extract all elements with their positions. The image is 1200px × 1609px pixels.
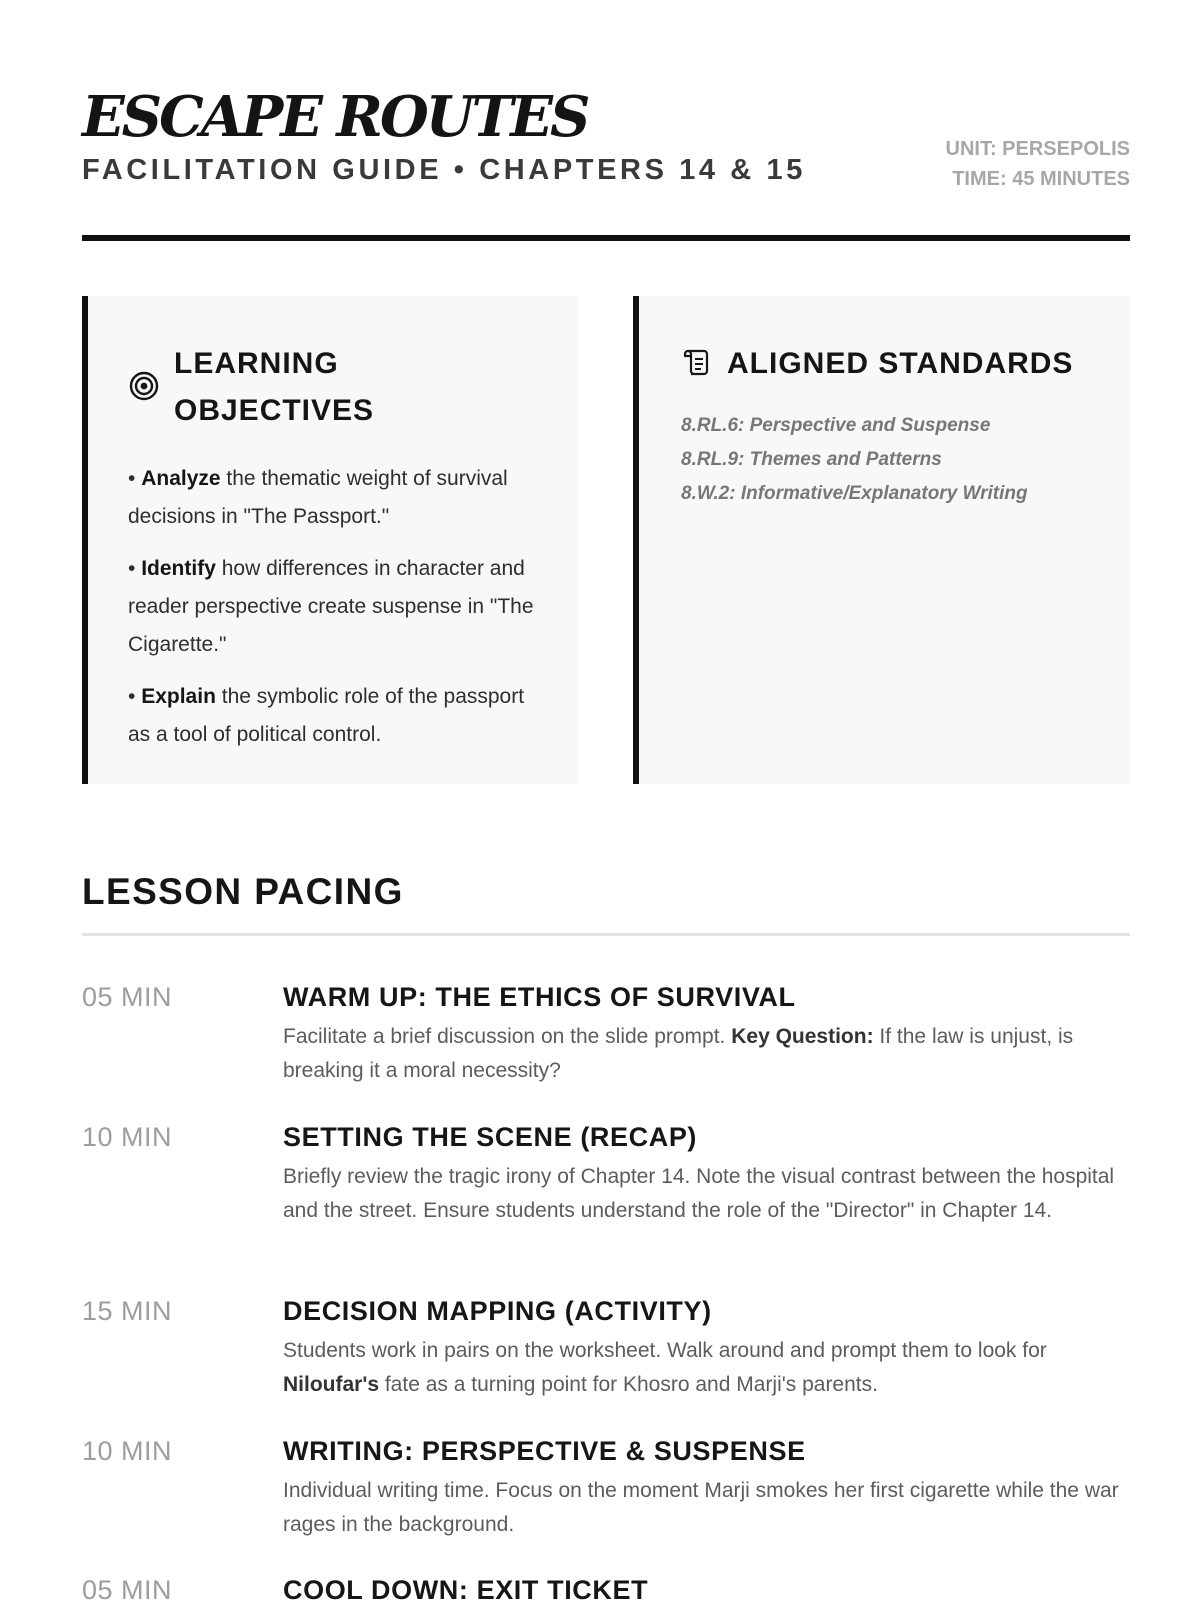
standard-item: 8.RL.6: Perspective and Suspense (681, 415, 991, 436)
objective-verb: Explain (141, 685, 216, 708)
step-duration: 10 MIN (82, 1436, 173, 1466)
step-desc-text: If the law is unjust, is breaking it a moral necessity? (283, 1025, 1074, 1082)
step-body (283, 1292, 1130, 1402)
aligned-standards-header (681, 340, 1100, 387)
step-description (283, 1334, 1130, 1402)
step-desc-text: Individual writing time. Focus on the moment Marji smokes her first cigarette while the war rages in the background. (283, 1479, 1119, 1536)
standards-list (681, 409, 1100, 511)
objective-item (128, 550, 548, 664)
scroll-icon (681, 346, 713, 378)
step-desc-bold: Niloufar's (283, 1373, 380, 1396)
unit-label: UNIT: PERSEPOLIS (945, 138, 1130, 160)
standard-item: 8.W.2: Informative/Explanatory Writing (681, 483, 1028, 504)
aligned-standards-title: ALIGNED STANDARDS (727, 347, 1074, 380)
objective-verb: Analyze (141, 467, 221, 490)
step-description (283, 1474, 1130, 1542)
learning-objectives-title: LEARNING OBJECTIVES (174, 347, 375, 427)
step-desc-bold: Key Question: (731, 1025, 874, 1048)
step-title: DECISION MAPPING (ACTIVITY) (283, 1296, 712, 1326)
step-desc-text: Facilitate a brief discussion on the slide prompt. (283, 1025, 732, 1048)
lesson-meta (946, 134, 1130, 194)
step-description (283, 1020, 1130, 1088)
page-title: ESCAPE ROUTES (82, 84, 588, 150)
step-body (283, 1571, 1130, 1609)
step-desc-text: Briefly review the tragic irony of Chapter 14. Note the visual contrast between the hospital and the street. Ensure students understand the role of the "Director" in Chapter 14. (283, 1165, 1115, 1222)
step-desc-text: fate as a turning point for Khosro and Marji's parents. (379, 1373, 878, 1396)
step-title: COOL DOWN: EXIT TICKET (283, 1575, 649, 1605)
step-duration: 15 MIN (82, 1296, 173, 1326)
learning-objectives-card (82, 296, 578, 784)
bullet: • (128, 467, 136, 490)
objective-text: the symbolic role of the passport as a tool of political control. (128, 685, 525, 746)
step-body (283, 1432, 1130, 1542)
step-title: SETTING THE SCENE (RECAP) (283, 1122, 698, 1152)
step-title: WARM UP: THE ETHICS OF SURVIVAL (283, 982, 796, 1012)
aligned-standards-card (633, 296, 1130, 784)
step-duration: 05 MIN (82, 982, 173, 1012)
objective-verb: Identify (141, 557, 216, 580)
time-label: TIME: 45 MINUTES (952, 168, 1130, 190)
page-subtitle: FACILITATION GUIDE • CHAPTERS 14 & 15 (82, 154, 806, 186)
objective-text: how differences in character and reader perspective create suspense in "The Cigarette." (128, 557, 534, 656)
target-icon (128, 370, 160, 402)
step-body (283, 1118, 1130, 1228)
objective-text: the thematic weight of survival decisions in "The Passport." (128, 467, 508, 528)
step-body (283, 978, 1130, 1088)
facilitation-guide-page (82, 0, 1130, 1605)
step-description (283, 1160, 1130, 1228)
lesson-pacing-divider (82, 933, 1130, 936)
step-desc-text: Students work in pairs on the worksheet. Walk around and prompt them to look for (283, 1339, 1047, 1362)
objectives-list (128, 460, 548, 754)
objective-item (128, 678, 548, 754)
learning-objectives-header (128, 340, 548, 434)
objective-item (128, 460, 548, 536)
bullet: • (128, 685, 136, 708)
lesson-pacing-title: LESSON PACING (82, 871, 404, 912)
step-duration: 10 MIN (82, 1122, 173, 1152)
step-title: WRITING: PERSPECTIVE & SUSPENSE (283, 1436, 806, 1466)
standard-item: 8.RL.9: Themes and Patterns (681, 449, 942, 470)
header-divider (82, 235, 1130, 241)
step-duration: 05 MIN (82, 1575, 173, 1605)
bullet: • (128, 557, 136, 580)
